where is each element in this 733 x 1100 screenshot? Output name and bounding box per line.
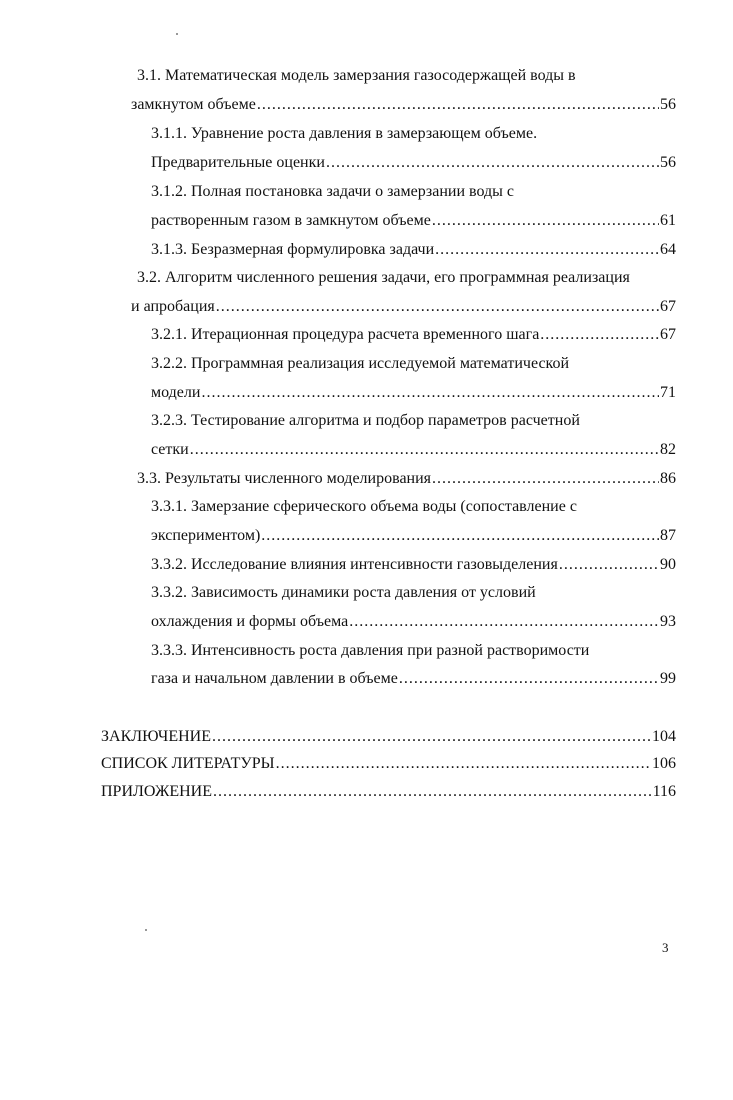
toc-references-page: 106 [652,755,676,772]
toc-3-1-page: 56 [660,96,676,113]
toc-3-3-1-title: 3.3.1. Замерзание сферического объема воды (сопоставление с [151,498,577,515]
toc-3-3-2b-title: 3.3.2. Зависимость динамики роста давления от условий [151,584,536,601]
toc-3-3-leader [137,469,676,489]
toc-references-title: СПИСОК ЛИТЕРАТУРЫ [101,755,275,772]
dot-leader [212,727,651,747]
toc-3-1-1-title-cont: Предварительные оценки [151,154,325,171]
toc-3-2-1-leader [151,325,676,345]
toc-3-3-2a-leader [151,555,676,575]
dot-leader [257,95,659,115]
toc-3-3-3-title: 3.3.3. Интенсивность роста давления при разной растворимости [151,642,590,659]
toc-3-2-1-page: 67 [660,326,676,343]
dot-leader [559,555,659,575]
dot-leader [213,782,652,802]
toc-3-2-3-page: 82 [660,441,676,458]
toc-3-2-title-cont: и апробация [131,298,215,315]
toc-3-1-2-title-cont: растворенным газом в замкнутом объеме [151,212,431,229]
toc-3-1-3-leader [151,240,676,260]
toc-3-2-2-title: 3.2.2. Программная реализация исследуемой математической [151,355,570,372]
dot-leader [326,153,659,173]
toc-3-1-2-leader [151,211,676,231]
toc-3-1-3-title: 3.1.3. Безразмерная формулировка задачи [151,241,435,258]
toc-3-1-1-title: 3.1.1. Уравнение роста давления в замерзающем объеме. [151,125,538,142]
dot-leader [276,754,651,774]
toc-appendix-page: 116 [652,783,676,800]
toc-3-1-3-page: 64 [660,241,676,258]
toc-3-2-leader [131,297,676,317]
toc-3-2-3-title: 3.2.3. Тестирование алгоритма и подбор параметров расчетной [151,412,580,429]
toc-3-2-2-title-cont: модели [151,384,201,401]
toc-3-2-3-title-cont: сетки [151,441,189,458]
dot-leader [435,240,659,260]
toc-3-2-page: 67 [660,298,676,315]
dot-leader [261,526,659,546]
dot-leader [190,440,659,460]
toc-appendix [101,782,676,802]
toc-3-2-title: 3.2. Алгоритм численного решения задачи, его программная реализация [137,269,630,286]
toc-conclusion-title: ЗАКЛЮЧЕНИЕ [101,728,211,745]
toc-appendix-title: ПРИЛОЖЕНИЕ [101,783,213,800]
toc-3-1-leader [131,95,676,115]
toc-conclusion-page: 104 [652,728,676,745]
scan-speck [145,929,147,931]
toc-references [101,754,676,774]
toc-3-1-title-cont: замкнутом объеме [131,96,256,113]
toc-3-1-1-leader [151,153,676,173]
toc-3-3-title: 3.3. Результаты численного моделирования [137,470,432,487]
toc-3-2-2-leader [151,383,676,403]
toc-3-3-2b-title-cont: охлаждения и формы объема [151,613,349,630]
toc-3-3-2b-page: 93 [660,613,676,630]
toc-3-2-3-leader [151,440,676,460]
dot-leader [432,469,659,489]
toc-3-3-3-page: 99 [660,670,676,687]
dot-leader [540,325,659,345]
page-number: 3 [662,940,669,955]
toc-3-1-1-page: 56 [660,154,676,171]
toc-conclusion [101,727,676,747]
dot-leader [399,669,659,689]
dot-leader [201,383,659,403]
toc-3-2-2-page: 71 [660,384,676,401]
toc-3-3-3-leader [151,669,676,689]
toc-3-3-3-title-cont: газа и начальном давлении в объеме [151,670,398,687]
dot-leader [432,211,659,231]
toc-3-3-1-leader [151,526,676,546]
scan-speck [176,33,178,35]
toc-3-3-1-title-cont: экспериментом) [151,527,261,544]
toc-3-3-2a-page: 90 [660,556,676,573]
toc-3-1-2-page: 61 [660,212,676,229]
toc-3-3-2b-leader [151,612,676,632]
toc-3-1-2-title: 3.1.2. Полная постановка задачи о замерзании воды с [151,183,515,200]
toc-3-1-title: 3.1. Математическая модель замерзания газосодержащей воды в [137,67,576,84]
toc-3-3-2a-title: 3.3.2. Исследование влияния интенсивности газовыделения [151,556,558,573]
toc-3-3-1-page: 87 [660,527,676,544]
dot-leader [216,297,659,317]
dot-leader [349,612,659,632]
toc-3-3-page: 86 [660,470,676,487]
toc-3-2-1-title: 3.2.1. Итерационная процедура расчета временного шага [151,326,540,343]
